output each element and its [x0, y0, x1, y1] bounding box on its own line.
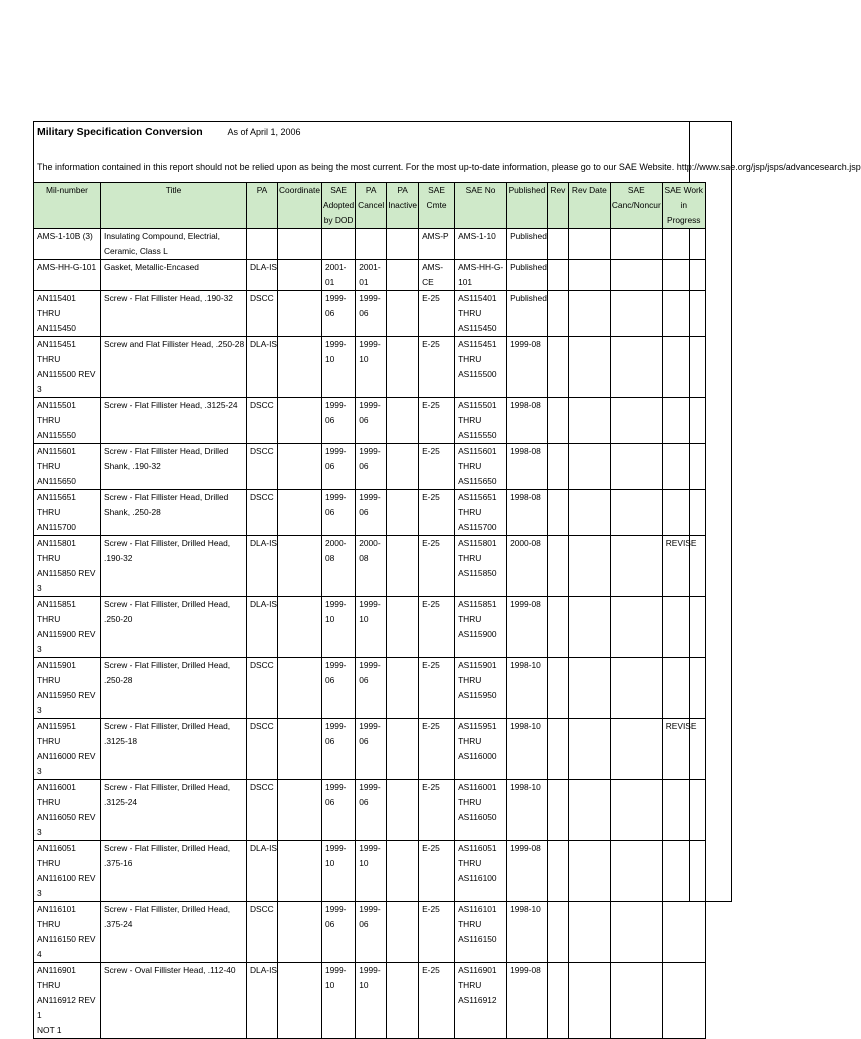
- cell-coordinate: [278, 841, 322, 902]
- cell-sae-cmte: E-25: [419, 444, 455, 490]
- cell-sae-cmte: AMS-P: [419, 229, 455, 260]
- cell-rev-date: [568, 963, 610, 1039]
- cell-rev: [547, 291, 568, 337]
- col-sae-no: SAE No: [455, 183, 507, 229]
- table-row: [34, 337, 706, 398]
- cell-published: 1999-08: [507, 841, 548, 902]
- cell-pa: DLA-IS: [247, 536, 278, 597]
- cell-mil-number: AN116001 THRU AN116050 REV 3: [34, 780, 101, 841]
- cell-sae-cmte: E-25: [419, 658, 455, 719]
- cell-sae-no: AMS-1-10: [455, 229, 507, 260]
- table-row: [34, 902, 706, 963]
- cell-sae-cmte: E-25: [419, 902, 455, 963]
- cell-sae-wip: [662, 841, 705, 902]
- cell-sae-canc: [610, 398, 662, 444]
- cell-rev: [547, 536, 568, 597]
- table-row: [34, 291, 706, 337]
- cell-published: Published: [507, 229, 548, 260]
- cell-pa: DLA-IS: [247, 963, 278, 1039]
- cell-sae-canc: [610, 719, 662, 780]
- col-sae-cmte: SAE Cmte: [419, 183, 455, 229]
- cell-rev: [547, 444, 568, 490]
- cell-pa: DLA-IS: [247, 841, 278, 902]
- cell-sae-no: AS116051 THRU AS116100: [455, 841, 507, 902]
- cell-pa: DSCC: [247, 658, 278, 719]
- cell-sae-wip: [662, 490, 705, 536]
- cell-rev-date: [568, 902, 610, 963]
- cell-rev: [547, 658, 568, 719]
- cell-published: 1998-08: [507, 490, 548, 536]
- cell-sae-no: AS115451 THRU AS115500: [455, 337, 507, 398]
- cell-title: Screw - Flat Fillister, Drilled Head, .3125-24: [101, 780, 247, 841]
- cell-rev-date: [568, 841, 610, 902]
- cell-sae-wip: [662, 291, 705, 337]
- cell-pa-cancel: 1999-06: [356, 902, 387, 963]
- cell-title: Screw - Flat Fillister Head, .3125-24: [101, 398, 247, 444]
- cell-pa: DLA-IS: [247, 337, 278, 398]
- cell-sae-adopted: [321, 229, 355, 260]
- table-row: [34, 398, 706, 444]
- cell-pa-inactive: [387, 780, 419, 841]
- cell-sae-no: AS116901 THRU AS116912: [455, 963, 507, 1039]
- cell-sae-no: AS115801 THRU AS115850: [455, 536, 507, 597]
- col-published: Published: [507, 183, 548, 229]
- cell-title: Screw and Flat Fillister Head, .250-28: [101, 337, 247, 398]
- table-row: [34, 658, 706, 719]
- report-date: As of April 1, 2006: [227, 127, 301, 137]
- cell-sae-adopted: 1999-06: [321, 444, 355, 490]
- table-row: [34, 490, 706, 536]
- col-sae-wip: SAE Work in Progress: [662, 183, 705, 229]
- cell-sae-canc: [610, 902, 662, 963]
- cell-mil-number: AN115601 THRU AN115650: [34, 444, 101, 490]
- cell-coordinate: [278, 444, 322, 490]
- cell-pa-cancel: 1999-06: [356, 291, 387, 337]
- cell-sae-adopted: 1999-06: [321, 780, 355, 841]
- cell-sae-wip: [662, 337, 705, 398]
- cell-sae-wip: [662, 902, 705, 963]
- cell-pa-inactive: [387, 597, 419, 658]
- cell-title: Gasket, Metallic-Encased: [101, 260, 247, 291]
- cell-published: 1999-08: [507, 963, 548, 1039]
- col-pa-cancel: PA Cancel: [356, 183, 387, 229]
- table-row: [34, 780, 706, 841]
- cell-sae-no: AS115401 THRU AS115450: [455, 291, 507, 337]
- cell-pa-inactive: [387, 902, 419, 963]
- cell-sae-cmte: E-25: [419, 398, 455, 444]
- cell-coordinate: [278, 490, 322, 536]
- cell-published: 1998-08: [507, 444, 548, 490]
- cell-sae-cmte: E-25: [419, 291, 455, 337]
- cell-mil-number: AN115801 THRU AN115850 REV 3: [34, 536, 101, 597]
- cell-sae-no: AS115851 THRU AS115900: [455, 597, 507, 658]
- cell-mil-number: AN115901 THRU AN115950 REV 3: [34, 658, 101, 719]
- table-row: [34, 597, 706, 658]
- report-title: Military Specification Conversion: [37, 126, 203, 138]
- cell-mil-number: AN116101 THRU AN116150 REV 4: [34, 902, 101, 963]
- cell-title: Screw - Flat Fillister, Drilled Head, .190-32: [101, 536, 247, 597]
- cell-sae-adopted: 1999-06: [321, 291, 355, 337]
- cell-published: 1999-08: [507, 597, 548, 658]
- cell-sae-cmte: AMS-CE: [419, 260, 455, 291]
- cell-title: Insulating Compound, Electrial, Ceramic, Class L: [101, 229, 247, 260]
- report-header: [37, 124, 301, 140]
- cell-sae-adopted: 1999-10: [321, 337, 355, 398]
- cell-coordinate: [278, 719, 322, 780]
- cell-pa-inactive: [387, 260, 419, 291]
- cell-pa-cancel: 1999-06: [356, 444, 387, 490]
- cell-pa-inactive: [387, 658, 419, 719]
- cell-coordinate: [278, 963, 322, 1039]
- cell-pa: DSCC: [247, 490, 278, 536]
- cell-title: Screw - Flat Fillister, Drilled Head, .375-16: [101, 841, 247, 902]
- cell-sae-adopted: 1999-06: [321, 902, 355, 963]
- header-row: [34, 183, 706, 229]
- cell-sae-wip: REVISE: [662, 719, 705, 780]
- cell-rev: [547, 780, 568, 841]
- cell-sae-wip: [662, 398, 705, 444]
- cell-sae-no: AS116101 THRU AS116150: [455, 902, 507, 963]
- cell-sae-adopted: 1999-10: [321, 597, 355, 658]
- table-row: [34, 841, 706, 902]
- cell-sae-canc: [610, 658, 662, 719]
- cell-title: Screw - Flat Fillister, Drilled Head, .375-24: [101, 902, 247, 963]
- cell-sae-no: AS115601 THRU AS115650: [455, 444, 507, 490]
- cell-mil-number: AN115951 THRU AN116000 REV 3: [34, 719, 101, 780]
- cell-rev: [547, 398, 568, 444]
- table-row: [34, 260, 706, 291]
- cell-pa-cancel: [356, 229, 387, 260]
- cell-sae-cmte: E-25: [419, 780, 455, 841]
- cell-pa: DLA-IS: [247, 597, 278, 658]
- cell-pa: DSCC: [247, 444, 278, 490]
- table-row: [34, 536, 706, 597]
- cell-sae-wip: [662, 229, 705, 260]
- cell-sae-wip: REVISE: [662, 536, 705, 597]
- col-title: Title: [101, 183, 247, 229]
- cell-sae-adopted: 1999-06: [321, 490, 355, 536]
- cell-rev-date: [568, 260, 610, 291]
- cell-coordinate: [278, 337, 322, 398]
- cell-sae-wip: [662, 658, 705, 719]
- cell-coordinate: [278, 658, 322, 719]
- cell-mil-number: AN115851 THRU AN115900 REV 3: [34, 597, 101, 658]
- cell-rev-date: [568, 780, 610, 841]
- cell-pa-cancel: 2001-01: [356, 260, 387, 291]
- cell-coordinate: [278, 597, 322, 658]
- cell-rev-date: [568, 291, 610, 337]
- cell-rev-date: [568, 490, 610, 536]
- cell-sae-canc: [610, 260, 662, 291]
- cell-sae-no: AS115951 THRU AS116000: [455, 719, 507, 780]
- cell-pa-inactive: [387, 536, 419, 597]
- cell-sae-no: AS115901 THRU AS115950: [455, 658, 507, 719]
- cell-pa-cancel: 1999-10: [356, 841, 387, 902]
- cell-mil-number: AMS-1-10B (3): [34, 229, 101, 260]
- cell-rev: [547, 963, 568, 1039]
- cell-sae-adopted: 2001-01: [321, 260, 355, 291]
- cell-sae-adopted: 1999-06: [321, 398, 355, 444]
- cell-published: 1999-08: [507, 337, 548, 398]
- cell-published: 1998-10: [507, 719, 548, 780]
- cell-title: Screw - Flat Fillister Head, Drilled Shank, .250-28: [101, 490, 247, 536]
- cell-rev: [547, 902, 568, 963]
- cell-coordinate: [278, 902, 322, 963]
- cell-pa-cancel: 1999-06: [356, 490, 387, 536]
- cell-coordinate: [278, 398, 322, 444]
- cell-pa: DLA-IS: [247, 260, 278, 291]
- cell-rev-date: [568, 658, 610, 719]
- cell-title: Screw - Flat Fillister Head, Drilled Shank, .190-32: [101, 444, 247, 490]
- cell-rev-date: [568, 229, 610, 260]
- cell-pa-inactive: [387, 719, 419, 780]
- cell-pa: DSCC: [247, 902, 278, 963]
- cell-coordinate: [278, 780, 322, 841]
- cell-mil-number: AMS-HH-G-101: [34, 260, 101, 291]
- cell-mil-number: AN115401 THRU AN115450: [34, 291, 101, 337]
- cell-sae-cmte: E-25: [419, 719, 455, 780]
- cell-rev: [547, 260, 568, 291]
- cell-rev: [547, 597, 568, 658]
- cell-rev-date: [568, 536, 610, 597]
- cell-sae-no: AMS-HH-G-101: [455, 260, 507, 291]
- cell-coordinate: [278, 536, 322, 597]
- cell-pa-cancel: 1999-10: [356, 337, 387, 398]
- cell-sae-cmte: E-25: [419, 597, 455, 658]
- col-mil-number: Mil-number: [34, 183, 101, 229]
- cell-rev: [547, 490, 568, 536]
- cell-sae-wip: [662, 444, 705, 490]
- cell-coordinate: [278, 229, 322, 260]
- table-row: [34, 963, 706, 1039]
- cell-mil-number: AN115451 THRU AN115500 REV 3: [34, 337, 101, 398]
- cell-sae-canc: [610, 780, 662, 841]
- cell-sae-wip: [662, 260, 705, 291]
- cell-published: 1998-10: [507, 780, 548, 841]
- cell-sae-canc: [610, 444, 662, 490]
- cell-sae-no: AS116001 THRU AS116050: [455, 780, 507, 841]
- cell-mil-number: AN116051 THRU AN116100 REV 3: [34, 841, 101, 902]
- cell-pa-inactive: [387, 490, 419, 536]
- cell-sae-wip: [662, 780, 705, 841]
- cell-title: Screw - Oval Fillister Head, .112-40: [101, 963, 247, 1039]
- cell-title: Screw - Flat Fillister, Drilled Head, .3125-18: [101, 719, 247, 780]
- cell-sae-adopted: 1999-06: [321, 719, 355, 780]
- cell-sae-cmte: E-25: [419, 337, 455, 398]
- cell-sae-canc: [610, 963, 662, 1039]
- cell-published: Published: [507, 291, 548, 337]
- cell-title: Screw - Flat Fillister, Drilled Head, .250-20: [101, 597, 247, 658]
- cell-rev-date: [568, 719, 610, 780]
- cell-mil-number: AN115651 THRU AN115700: [34, 490, 101, 536]
- cell-pa-cancel: 1999-06: [356, 398, 387, 444]
- cell-rev-date: [568, 337, 610, 398]
- cell-sae-cmte: E-25: [419, 963, 455, 1039]
- cell-pa-inactive: [387, 841, 419, 902]
- cell-sae-canc: [610, 337, 662, 398]
- cell-coordinate: [278, 291, 322, 337]
- cell-pa: [247, 229, 278, 260]
- cell-sae-adopted: 1999-10: [321, 963, 355, 1039]
- cell-rev: [547, 719, 568, 780]
- cell-pa-inactive: [387, 444, 419, 490]
- cell-sae-canc: [610, 597, 662, 658]
- cell-pa-cancel: 1999-06: [356, 780, 387, 841]
- cell-sae-no: AS115651 THRU AS115700: [455, 490, 507, 536]
- col-rev-date: Rev Date: [568, 183, 610, 229]
- cell-rev: [547, 337, 568, 398]
- cell-pa-cancel: 1999-06: [356, 719, 387, 780]
- cell-pa-cancel: 1999-10: [356, 597, 387, 658]
- cell-sae-adopted: 1999-06: [321, 658, 355, 719]
- col-sae-adopted: SAE Adopted by DOD: [321, 183, 355, 229]
- cell-pa-inactive: [387, 337, 419, 398]
- cell-sae-wip: [662, 963, 705, 1039]
- cell-sae-canc: [610, 841, 662, 902]
- table-row: [34, 229, 706, 260]
- cell-published: 1998-08: [507, 398, 548, 444]
- cell-rev-date: [568, 597, 610, 658]
- cell-sae-adopted: 2000-08: [321, 536, 355, 597]
- cell-pa: DSCC: [247, 719, 278, 780]
- cell-published: 1998-10: [507, 902, 548, 963]
- cell-sae-canc: [610, 291, 662, 337]
- table-row: [34, 719, 706, 780]
- cell-sae-wip: [662, 597, 705, 658]
- cell-pa: DSCC: [247, 291, 278, 337]
- cell-pa: DSCC: [247, 780, 278, 841]
- col-pa-inactive: PA Inactive: [387, 183, 419, 229]
- cell-published: 1998-10: [507, 658, 548, 719]
- cell-sae-canc: [610, 536, 662, 597]
- cell-rev: [547, 229, 568, 260]
- cell-pa-cancel: 1999-06: [356, 658, 387, 719]
- cell-mil-number: AN115501 THRU AN115550: [34, 398, 101, 444]
- cell-published: 2000-08: [507, 536, 548, 597]
- col-pa: PA: [247, 183, 278, 229]
- cell-coordinate: [278, 260, 322, 291]
- col-coordinate: Coordinate: [278, 183, 322, 229]
- cell-sae-adopted: 1999-10: [321, 841, 355, 902]
- cell-pa-cancel: 2000-08: [356, 536, 387, 597]
- table-row: [34, 444, 706, 490]
- cell-published: Published: [507, 260, 548, 291]
- cell-pa-inactive: [387, 963, 419, 1039]
- cell-sae-canc: [610, 229, 662, 260]
- col-rev: Rev: [547, 183, 568, 229]
- col-sae-canc: SAE Canc/Noncur: [610, 183, 662, 229]
- cell-rev-date: [568, 444, 610, 490]
- cell-rev: [547, 841, 568, 902]
- cell-sae-cmte: E-25: [419, 536, 455, 597]
- spec-conversion-table: [33, 182, 706, 1039]
- cell-pa-cancel: 1999-10: [356, 963, 387, 1039]
- cell-sae-cmte: E-25: [419, 841, 455, 902]
- cell-mil-number: AN116901 THRU AN116912 REV 1 NOT 1: [34, 963, 101, 1039]
- cell-pa-inactive: [387, 229, 419, 260]
- cell-pa-inactive: [387, 291, 419, 337]
- report-notice: The information contained in this report should not be relied upon as being the most current. For the most up-to-date information, please go to our SAE Website. http://www.sae.org/jsp/jsps/advancesearch.jsp: [37, 162, 861, 172]
- cell-sae-cmte: E-25: [419, 490, 455, 536]
- cell-sae-no: AS115501 THRU AS115550: [455, 398, 507, 444]
- cell-sae-canc: [610, 490, 662, 536]
- cell-rev-date: [568, 398, 610, 444]
- cell-pa: DSCC: [247, 398, 278, 444]
- cell-title: Screw - Flat Fillister, Drilled Head, .250-28: [101, 658, 247, 719]
- cell-pa-inactive: [387, 398, 419, 444]
- cell-title: Screw - Flat Fillister Head, .190-32: [101, 291, 247, 337]
